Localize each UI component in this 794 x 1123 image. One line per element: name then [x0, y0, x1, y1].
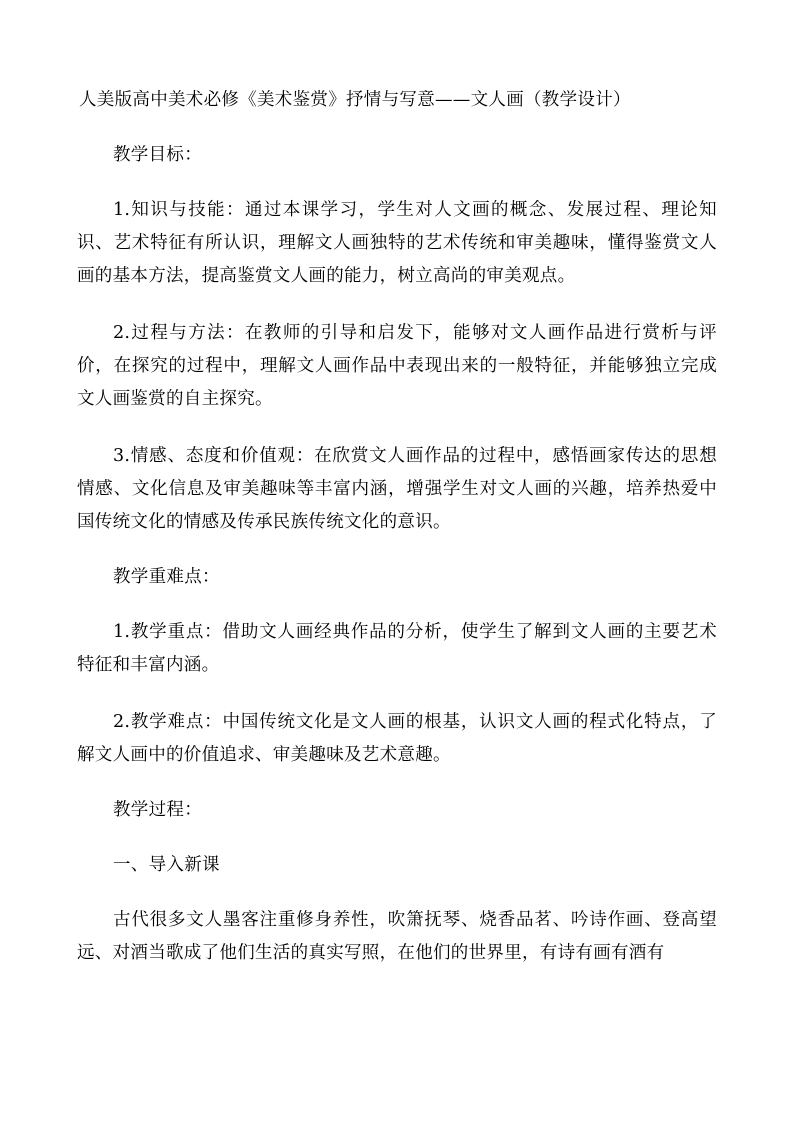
objective-1-paragraph: 1.知识与技能：通过本课学习，学生对人文画的概念、发展过程、理论知识、艺术特征有所认识，理解文人画独特的艺术传统和审美趣味，懂得鉴赏文人画的基本方法，提高鉴赏文人画的能力，树立高尚的审美观点。 [77, 200, 717, 286]
objectives-heading: 教学目标： [113, 145, 202, 165]
objective-2-paragraph: 2.过程与方法：在教师的引导和启发下，能够对文人画作品进行赏析与评价，在探究的过程中，理解文人画作品中表现出来的一般特征，并能够独立完成文人画鉴赏的自主探究。 [77, 323, 717, 409]
key-point-2-paragraph: 2.教学难点：中国传统文化是文人画的根基，认识文人画的程式化特点，了解文人画中的价值追求、审美趣味及艺术意趣。 [77, 712, 717, 765]
step-1-heading: 一、导入新课 [113, 855, 220, 875]
objective-3-paragraph: 3.情感、态度和价值观：在欣赏文人画作品的过程中，感悟画家传达的思想情感、文化信息及审美趣味等丰富内涵，增强学生对文人画的兴趣，培养热爱中国传统文化的情感及传承民族传统文化的意识。 [77, 446, 717, 532]
step-1-paragraph: 古代很多文人墨客注重修身养性，吹箫抚琴、烧香品茗、吟诗作画、登高望远、对酒当歌成了他们生活的真实写照，在他们的世界里，有诗有画有酒有 [77, 910, 717, 963]
key-points-heading: 教学重难点： [113, 567, 220, 587]
key-point-1-paragraph: 1.教学重点：借助文人画经典作品的分析，使学生了解到文人画的主要艺术特征和丰富内涵。 [77, 622, 717, 675]
document-body [77, 84, 717, 970]
process-heading: 教学过程： [113, 800, 202, 820]
document-title: 人美版高中美术必修《美术鉴赏》抒情与写意——文人画（教学设计） [79, 90, 631, 110]
